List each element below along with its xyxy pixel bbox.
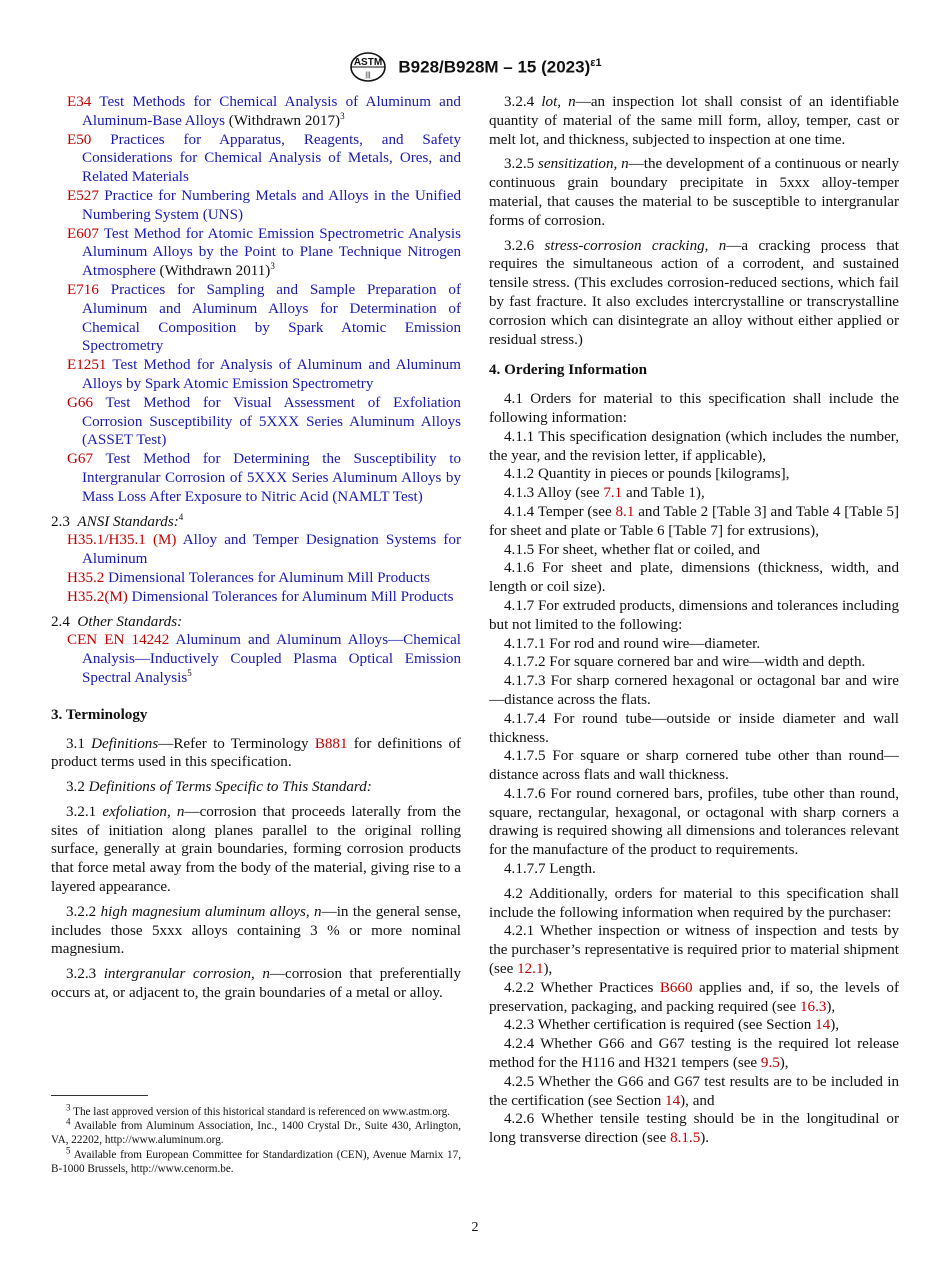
term-definition (51, 903, 461, 959)
cen-title-link[interactable]: Aluminum and Aluminum Alloys—Chemical Analysis—Inductively Coupled Plasma Optical Emission Spectral Analysis (82, 632, 461, 686)
para-4-1-2: 4.1.2 Quantity in pieces or pounds [kilograms], (504, 466, 790, 483)
term-definition (51, 803, 461, 897)
cen-reference (51, 631, 461, 687)
astm-code-link[interactable]: E50 (67, 131, 92, 148)
left-column (51, 93, 461, 1003)
right-terms (489, 93, 899, 349)
astm-code-link[interactable]: E527 (67, 187, 99, 204)
section-7-1-link[interactable]: 7.1 (603, 485, 623, 502)
astm-code-link[interactable]: E34 (67, 94, 92, 110)
term-name: exfoliation, n (102, 803, 185, 820)
para-4-2-5: 4.2.5 Whether the G66 and G67 test results are to be included in the certification (see Section 14), and (489, 1073, 899, 1109)
term-name: stress-corrosion cracking, n (544, 237, 727, 254)
astm-reference (51, 394, 461, 450)
para-4-1-6: 4.1.6 For sheet and plate, dimensions (thickness, width, and length or coil size). (489, 560, 899, 596)
ansi-reference (51, 588, 461, 607)
astm-reference (51, 356, 461, 394)
ansi-reference (51, 569, 461, 588)
astm-reference (51, 281, 461, 356)
definitions-paragraph: 3.1 Definitions—Refer to Terminology B881 for definitions of product terms used in this specification. (51, 735, 462, 771)
footnote-ref: 3 (270, 261, 275, 272)
para-4-2-4: 4.2.4 Whether G66 and G67 testing is the required lot release method for the H116 and H321 tempers (see 9.5), (489, 1036, 899, 1072)
term-number: 3.2.6 (504, 237, 545, 254)
para-4-1: 4.1 Orders for material to this specification shall include the following information: (489, 391, 899, 426)
astm-reference (51, 93, 461, 131)
astm-title-link[interactable]: Test Method for Visual Assessment of Exfoliation Corrosion Susceptibility of 5XXX Series Aluminum Alloys (ASSET Test) (82, 394, 461, 449)
astm-title-link[interactable]: Test Methods for Chemical Analysis of Aluminum and Aluminum-Base Alloys (82, 94, 461, 129)
ansi-reference (51, 531, 461, 569)
para-4-1-7-3: 4.1.7.3 For sharp cornered hexagonal or octagonal bar and wire—distance across the flats. (489, 673, 899, 708)
page-header (0, 51, 950, 83)
para-4-1-7-4: 4.1.7.4 For round tube—outside or inside diameter and wall thickness. (489, 710, 899, 746)
term-name: high magnesium aluminum alloys, n (100, 903, 322, 920)
astm-code-link[interactable]: E1251 (67, 357, 107, 374)
term-text: —in the general sense, includes those 5xxx alloys containing 3 % or more nominal magnesium. (51, 903, 461, 958)
footnote-marker: 4 (66, 1116, 71, 1127)
terminology-heading: 3. Terminology (51, 706, 148, 723)
para-4-2-3: 4.2.3 Whether certification is required (see Section 14), (504, 1017, 840, 1034)
svg-text:|||: ||| (365, 72, 372, 79)
term-text: —corrosion that proceeds laterally from the sites of initiation along planes parallel to the original rolling surface, generally at grain boundaries, forming corrosion products that force metal away from the body of the material, giving rise to a layered appearance. (51, 803, 462, 896)
term-number: 3.2.5 (504, 156, 539, 173)
astm-title-link[interactable]: Test Method for Atomic Emission Spectrometric Analysis Aluminum Alloys by the Point to Plane Technique Nitrogen Atmosphere (82, 225, 461, 280)
footnote-text: The last approved version of this historical standard is referenced on www.astm.org. (73, 1106, 450, 1118)
footnote-text: Available from Aluminum Association, Inc., 1400 Crystal Dr., Suite 430, Arlington, VA, 22202, http://www.aluminum.org. (51, 1120, 461, 1147)
withdrawn-note: (Withdrawn 2017) (224, 112, 341, 129)
section-16-3-link[interactable]: 16.3 (799, 998, 827, 1015)
astm-code-link[interactable]: E716 (67, 281, 99, 298)
para-4-1-7-7: 4.1.7.7 Length. (504, 861, 596, 878)
footnote-divider (51, 1095, 148, 1096)
para-4-2-1: 4.2.1 Whether inspection or witness of inspection and tests by the purchaser’s representative is required prior to material shipment (see 12.1), (489, 923, 899, 978)
ansi-title-link[interactable]: Dimensional Tolerances for Aluminum Mill Products (131, 588, 454, 605)
term-number: 3.2.1 (66, 803, 103, 820)
footnote-ref: 5 (187, 667, 192, 678)
term-definition (489, 237, 899, 350)
b660-link[interactable]: B660 (659, 979, 693, 996)
ansi-heading: 2.3 ANSI Standards:$^4$ (51, 511, 184, 530)
term-definition (489, 155, 899, 230)
para-4-1-5: 4.1.5 For sheet, whether flat or coiled, and (504, 541, 761, 558)
footnote (51, 1116, 461, 1147)
para-4-1-7-6: 4.1.7.6 For round cornered bars, profiles, tube other than round, square, rectangular, hexagonal, or octagonal with sharp corners a drawing is required showing all dimensions and tolerances relevant for the manufacture of the product to requirements. (489, 785, 899, 859)
astm-reference (51, 450, 461, 506)
astm-title-link[interactable]: Practices for Apparatus, Reagents, and Safety Considerations for Chemical Analysis of Metals, Ores, and Related Materials (82, 131, 461, 186)
astm-title-link[interactable]: Practice for Numbering Metals and Alloys in the Unified Numbering System (UNS) (82, 187, 461, 223)
para-4-2: 4.2 Additionally, orders for material to this specification shall include the following information when required by the purchaser: (489, 885, 899, 921)
ansi-code-link[interactable]: H35.1/H35.1 (M) (67, 532, 177, 549)
document-designation: B928/B928M – 15 $(2023)^{\varepsilon 1}$ (398, 56, 602, 77)
other-standards-heading: 2.4 Other Standards: (51, 613, 183, 630)
footnote-ref: 3 (340, 110, 345, 121)
astm-title-link[interactable]: Test Method for Analysis of Aluminum and Aluminum Alloys by Spark Atomic Emission Spectrometry (82, 357, 461, 392)
term-number: 3.2.4 (504, 94, 542, 110)
ansi-title-link[interactable]: Alloy and Temper Designation Systems for Aluminum (82, 532, 461, 568)
term-text: —corrosion that preferentially occurs at, or adjacent to, the grain boundaries of a metal or alloy. (51, 966, 462, 1002)
section-8-1-link[interactable]: 8.1 (615, 503, 635, 520)
para-4-1-7-5: 4.1.7.5 For square or sharp cornered tube other than round—distance across flats and wall thickness. (489, 748, 899, 784)
astm-reference (51, 131, 461, 187)
footnote-marker: 5 (66, 1144, 71, 1155)
section-14-link[interactable]: 14 (815, 1017, 831, 1034)
term-text: —an inspection lot shall consist of an identifiable quantity of material of the same mill form, alloy, temper, cast or melt lot, and thickness, subjected to inspection at one time. (489, 94, 900, 148)
logo-text: ASTM (354, 57, 383, 68)
term-name: lot, n (541, 94, 576, 110)
other-references (51, 631, 461, 687)
term-number: 3.2.3 (66, 966, 104, 983)
ansi-references (51, 531, 461, 606)
ansi-code-link[interactable]: H35.2(M) (67, 588, 128, 605)
para-4-1-7-2: 4.1.7.2 For square cornered bar and wire—width and depth. (504, 654, 866, 671)
withdrawn-note: (Withdrawn 2011) (155, 263, 271, 280)
astm-reference (51, 187, 461, 225)
section-14-link-2[interactable]: 14 (665, 1092, 681, 1109)
term-name: sensitization, n (538, 156, 629, 173)
footnote-marker: 3 (66, 1102, 71, 1113)
para-4-1-3: 4.1.3 Alloy (see 7.1 and Table 1), (504, 485, 705, 502)
astm-reference (51, 225, 461, 281)
para-4-2-6: 4.2.6 Whether tensile testing should be in the longitudinal or long transverse direction (see 8.1.5). (489, 1111, 899, 1147)
right-column (489, 93, 899, 1148)
page-number: 2 (471, 1220, 479, 1235)
term-text: —the development of a continuous or nearly continuous grain boundary precipitate in 5xxx alloy-temper material, that causes the material to be susceptible to intergranular forms of corrosion. (489, 156, 899, 229)
ordering-heading: 4. Ordering Information (489, 362, 648, 379)
b881-link[interactable]: B881 (314, 735, 348, 752)
astm-code-link[interactable]: G66 (67, 394, 93, 411)
term-name: intergranular corrosion, n (103, 966, 270, 983)
term-number: 3.2.2 (66, 903, 101, 920)
cen-code-link[interactable]: CEN EN 14242 (67, 632, 170, 649)
term-definition (489, 93, 899, 149)
footnote (51, 1102, 461, 1119)
footnote-text: Available from European Committee for Standardization (CEN), Avenue Marnix 17, B-1000 Brussels, http://www.cenorm.be. (51, 1148, 461, 1175)
term-text: —a cracking process that requires the simultaneous action of a corrodent, and sustained tensile stress. (This excludes corrosion-reduced sections, which fail by fast fracture. It also excludes intercrystalline or transcrystalline corrosion which can disintegrate an alloy without either applied or residual stress.) (489, 237, 899, 348)
section-12-1-link[interactable]: 12.1 (517, 961, 544, 978)
astm-code-link[interactable]: G67 (67, 451, 93, 468)
footnote (51, 1144, 461, 1176)
astm-logo-icon (348, 51, 388, 83)
para-4-1-7-1: 4.1.7.1 For rod and round wire—diameter. (504, 635, 761, 652)
para-4-1-1: 4.1.1 This specification designation (which includes the number, the year, and the revision letter, if applicable), (489, 428, 899, 464)
ansi-title-link[interactable]: Dimensional Tolerances for Aluminum Mill Products (108, 569, 430, 586)
astm-title-link[interactable]: Practices for Sampling and Sample Preparation of Aluminum and Aluminum Alloys for Determination of Chemical Composition by Spark Atomic Emission Spectrometry (82, 281, 461, 355)
para-4-1-4: 4.1.4 Temper (see 8.1 and Table 2 [Table 3] and Table 4 [Table 5] for sheet and plate or Table 6 [Table 7] for extrusions), (489, 503, 899, 539)
para-4-1-7: 4.1.7 For extruded products, dimensions and tolerances including but not limited to the following: (489, 597, 899, 633)
footnotes (51, 1102, 461, 1176)
astm-references (51, 93, 461, 507)
section-8-1-5-link[interactable]: 8.1.5 (670, 1130, 701, 1147)
para-4-2-2: 4.2.2 Whether Practices B660 applies and, if so, the levels of preservation, packaging, and packing required (see 16.3), (489, 979, 899, 1015)
ansi-code-link[interactable]: H35.2 (67, 569, 105, 586)
term-definition (51, 965, 461, 1003)
astm-title-link[interactable]: Test Method for Determining the Susceptibility to Intergranular Corrosion of 5XXX Series Aluminum Alloys by Mass Loss After Exposure to Nitric Acid (NAMLT Test) (82, 451, 461, 505)
terms-heading-paragraph: 3.2 Definitions of Terms Specific to This Standard: (66, 779, 372, 796)
astm-code-link[interactable]: E607 (67, 225, 99, 242)
left-terms (51, 803, 461, 1003)
section-9-5-link[interactable]: 9.5 (760, 1055, 780, 1072)
